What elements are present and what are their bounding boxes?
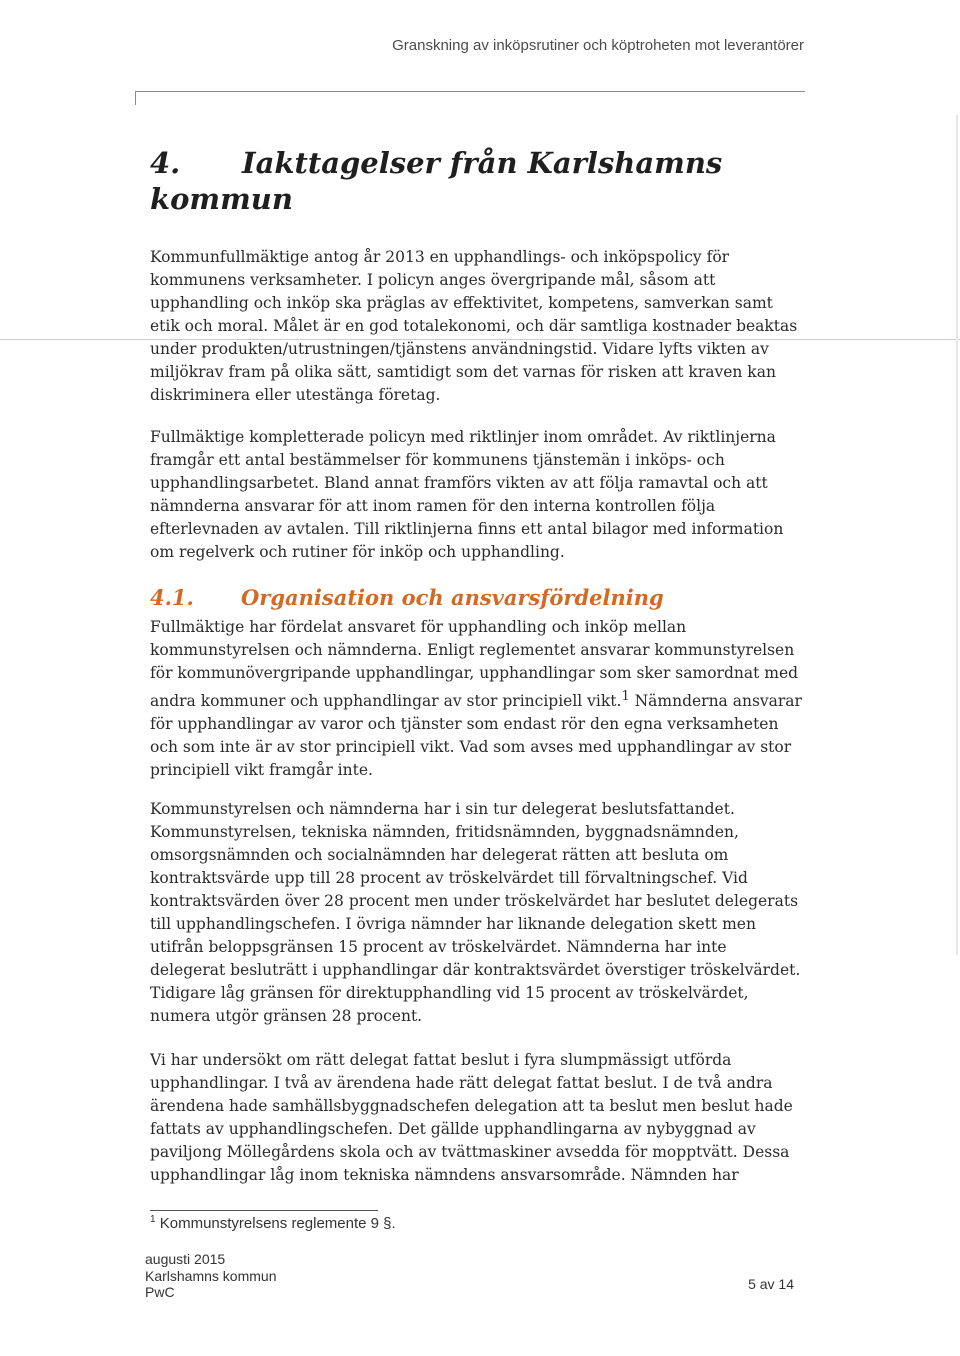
header-rule-tick (135, 91, 136, 105)
chapter-title: Iakttagelser från Karlshamns kommun (150, 146, 723, 216)
header-rule (135, 91, 805, 92)
section-heading (150, 583, 664, 613)
running-header: Granskning av inköpsrutiner och köptroheten mot leverantörer (392, 37, 804, 54)
chapter-heading (150, 145, 790, 217)
section-number: 4.1. (150, 585, 194, 610)
footnote-text: Kommunstyrelsens reglemente 9 §. (155, 1215, 396, 1232)
section-paragraph-2: Kommunstyrelsen och nämnderna har i sin tur delegerat beslutsfattandet. Kommunstyrelsen, tekniska nämnden, fritidsnämnden, byggnadsnämnden, omsorgsnämnden och socialnämnden har delegerat rätten att besluta om kontraktsvärde upp till 28 procent av tröskelvärdet till förvaltningschef. Vid kontraktsvärden över 28 procent men under tröskelvärdet har beslutet delegerats till upphandlingschefen. I övriga nämnder har liknande delegation skett men utifrån beloppsgränsen 15 procent av tröskelvärdet. Nämnderna har inte delegerat besluträtt i upphandlingar där kontraktsvärdet överstiger tröskelvärdet. Tidigare låg gränsen för direktupphandling vid 15 procent av tröskelvärdet, numera utgör gränsen 28 procent. (150, 800, 801, 1025)
section-paragraph-1-text: Fullmäktige har fördelat ansvaret för upphandling och inköp mellan kommunstyrelsen och nämnderna. Enligt reglementet ansvarar kommunstyrelsen för kommunövergripande upphandlingar, upphandlingar som sker samordnat med andra kommuner och upphandlingar av stor principiell vikt. (150, 618, 799, 711)
footer-info (145, 1251, 277, 1301)
footer-firm: PwC (145, 1284, 175, 1300)
section-title: Organisation och ansvarsfördelning (241, 585, 664, 610)
footer-organization: Karlshamns kommun (145, 1267, 277, 1284)
intro-paragraph-2: Fullmäktige kompletterade policyn med riktlinjer inom området. Av riktlinjerna framgår ett antal bestämmelser för kommunens tjänstemän i inköps- och upphandlingsarbetet. Bland annat framförs vikten av att följa ramavtal och att nämnderna ansvarar för att inom ramen för den interna kontrollen följa efterlevnaden av avtalen. Till riktlinjerna finns ett antal bilagor med information om regelverk och rutiner för inköp och upphandling. (150, 428, 784, 561)
section-paragraph-1 (150, 616, 805, 782)
section-paragraph-3: Vi har undersökt om rätt delegat fattat beslut i fyra slumpmässigt utförda upphandlingar. I två av ärendena hade rätt delegat fattat beslut. I de två andra ärendena hade samhällsbyggnadschefen delegation att ta beslut men beslut hade fattats av upphandlingschefen. Det gällde upphandlingarna av nybyggnad av paviljong Möllegårdens skola och av tvättmaskiner avsedda för mopptvätt. Dessa upphandlingar låg inom tekniska nämndens ansvarsområde. Nämnden har (150, 1051, 793, 1184)
section-paragraph-1-continued: Nämnderna ansvarar för upphandlingar av varor och tjänster som endast rör den egna verksamheten och som inte är av stor principiell vikt. Vad som avses med upphandlingar av stor principiell vikt framgår inte. (150, 692, 802, 780)
footnote (150, 1214, 396, 1232)
footer-date: augusti 2015 (145, 1251, 226, 1267)
chapter-number: 4. (150, 146, 181, 180)
scan-edge-shadow (956, 115, 958, 955)
intro-paragraph-1: Kommunfullmäktige antog år 2013 en upphandlings- och inköpspolicy för kommunens verksamheter. I policyn anges övergripande mål, såsom att upphandling och inköp ska präglas av effektivitet, kompetens, samverkan samt etik och moral. Målet är en god totalekonomi, och där samtliga kostnader beaktas under produkten/utrustningen/tjänstens användningstid. Vidare lyfts vikten av miljökrav fram på olika sätt, samtidigt som det varnas för risken att kraven kan diskriminera eller utestänga företag. (150, 248, 798, 404)
footnote-reference: 1 (621, 689, 630, 704)
footnote-number: 1 (150, 1214, 156, 1225)
page-number: 5 av 14 (748, 1276, 794, 1292)
footnote-rule (150, 1210, 378, 1211)
